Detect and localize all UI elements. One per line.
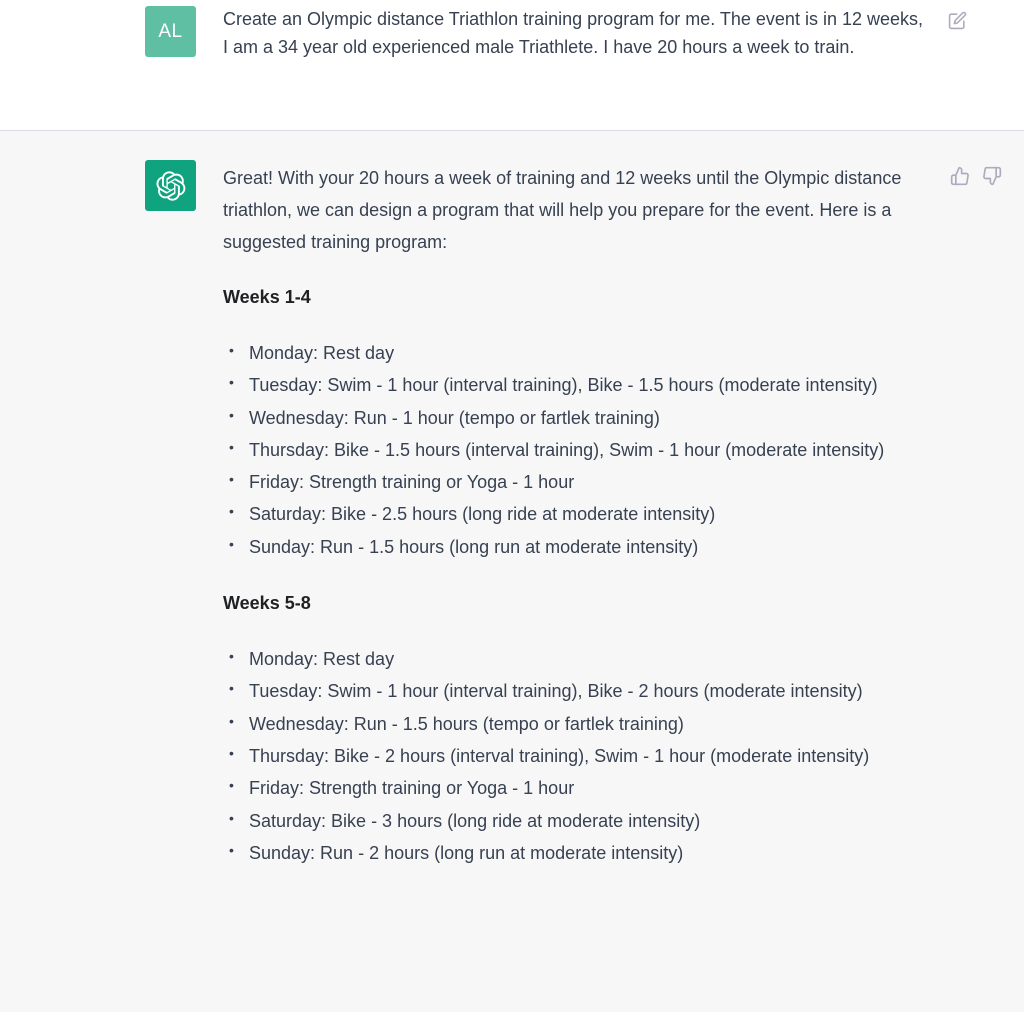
list-item: [223, 805, 943, 837]
day-text: Monday: Rest day: [249, 649, 395, 670]
bullet-icon: •: [229, 471, 234, 488]
day-text: Saturday: Bike - 3 hours (long ride at moderate intensity): [249, 810, 701, 831]
list-item: [223, 337, 943, 369]
bullet-icon: •: [229, 342, 234, 358]
day-text: Thursday: Bike - 1.5 hours (interval training), Swim - 1 hour (moderate intensity): [249, 439, 885, 460]
assistant-avatar: [145, 160, 196, 211]
bullet-icon: •: [229, 374, 234, 391]
day-text: Tuesday: Swim - 1 hour (interval training), Bike - 2 hours (moderate intensity): [249, 681, 863, 702]
assistant-intro: Great! With your 20 hours a week of training and 12 weeks until the Olympic distance triathlon, we can design a program that will help you prepare for the event. Here is a suggested training program:: [223, 168, 902, 252]
week-heading-1-4: Weeks 1-4: [223, 287, 311, 307]
bullet-icon: •: [229, 809, 234, 826]
day-text: Thursday: Bike - 2 hours (interval training), Swim - 1 hour (moderate intensity): [249, 745, 870, 766]
day-text: Friday: Strength training or Yoga - 1 hour: [249, 778, 575, 799]
assistant-message: [0, 131, 1024, 1012]
list-item: [223, 531, 943, 563]
bullet-icon: •: [229, 406, 234, 423]
week-heading-5-8: Weeks 5-8: [223, 593, 311, 614]
day-text: Tuesday: Swim - 1 hour (interval training), Bike - 1.5 hours (moderate intensity): [249, 375, 878, 396]
thumbs-down-icon[interactable]: [982, 166, 1002, 186]
list-item: [223, 675, 943, 707]
edit-icon[interactable]: [948, 11, 967, 30]
assistant-message-body: [223, 162, 943, 869]
list-item: [223, 837, 943, 869]
bullet-icon: •: [229, 438, 234, 455]
day-text: Monday: Rest day: [249, 343, 395, 363]
bullet-icon: •: [229, 680, 234, 697]
list-item: [223, 498, 943, 530]
bullet-icon: •: [229, 535, 234, 552]
user-avatar: AL: [145, 6, 196, 57]
bullet-icon: •: [229, 841, 234, 858]
list-item: [223, 369, 943, 401]
list-item: [223, 643, 943, 675]
list-item: [223, 466, 943, 498]
list-item: [223, 772, 943, 804]
day-text: Saturday: Bike - 2.5 hours (long ride at moderate intensity): [249, 504, 716, 525]
week-5-8-day-list: [223, 643, 943, 869]
bullet-icon: •: [229, 777, 234, 794]
day-text: Wednesday: Run - 1.5 hours (tempo or fartlek training): [249, 713, 684, 734]
bullet-icon: •: [229, 712, 234, 729]
week-1-4-day-list: [223, 337, 943, 563]
list-item: [223, 708, 943, 740]
day-text: Wednesday: Run - 1 hour (tempo or fartlek training): [249, 407, 660, 428]
user-message-text: Create an Olympic distance Triathlon training program for me. The event is in 12 weeks, I am a 34 year old experienced male Triathlete. I have 20 hours a week to train.: [223, 9, 923, 57]
day-text: Friday: Strength training or Yoga - 1 hour: [249, 472, 575, 493]
user-message: [0, 0, 1024, 131]
day-text: Sunday: Run - 2 hours (long run at moderate intensity): [249, 842, 684, 863]
openai-logo-icon: [156, 171, 186, 201]
bullet-icon: •: [229, 503, 234, 520]
day-text: Sunday: Run - 1.5 hours (long run at moderate intensity): [249, 536, 699, 557]
thumbs-up-icon[interactable]: [950, 166, 970, 186]
list-item: [223, 402, 943, 434]
bullet-icon: •: [229, 648, 234, 665]
list-item: [223, 740, 943, 772]
bullet-icon: •: [229, 744, 234, 761]
list-item: [223, 434, 943, 466]
